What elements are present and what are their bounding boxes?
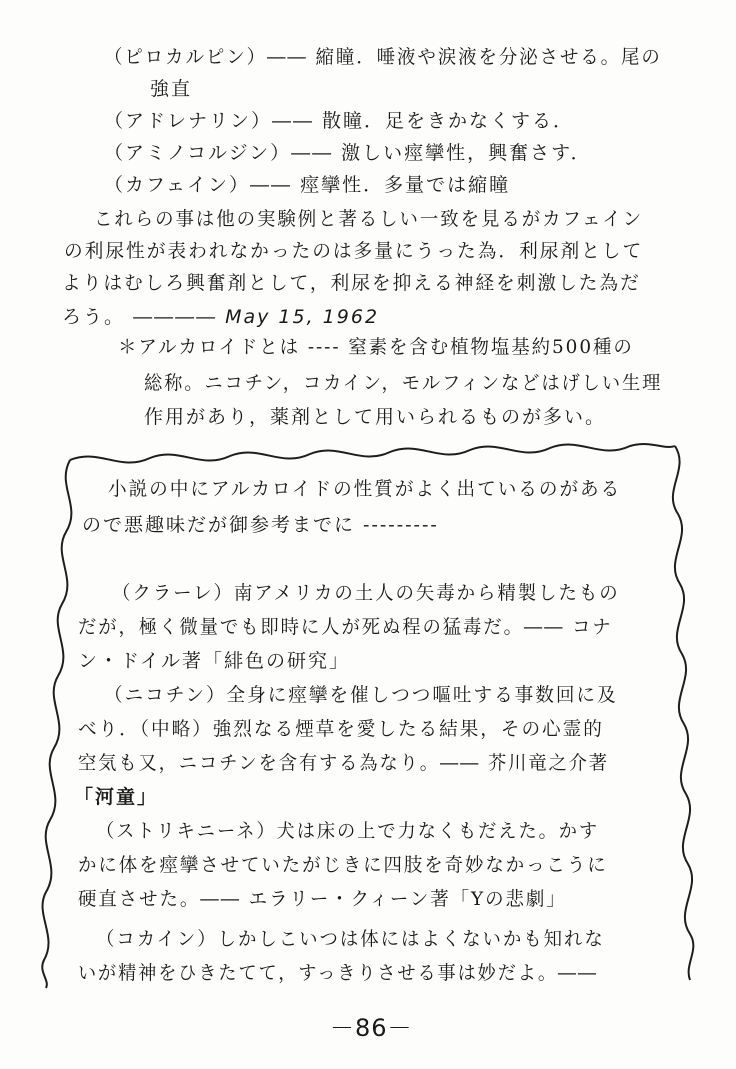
text-line: （コカイン）しかしこいつは体にはよくないかも知れな <box>96 928 605 950</box>
text-line: 総称。ニコチン，コカイン，モルフィンなどはげしい生理 <box>144 372 663 394</box>
text-line: べり．（中略）強烈なる煙草を愛したる結果，その心霊的 <box>78 718 604 740</box>
text-line: の利尿性が表われなかったのは多量にうった為．利尿剤として <box>64 240 644 262</box>
text-line: 強直 <box>150 78 193 100</box>
text-fragment: ろう。 <box>62 306 126 328</box>
text-line: 空気も又，ニコチンを含有する為なり。―― 芥川竜之介著 <box>78 752 609 774</box>
text-line: 「河童」 <box>74 786 159 808</box>
text-line: だが，極く微量でも即時に人が死ぬ程の猛毒だ。―― コナ <box>78 616 613 638</box>
text-line: ので悪趣味だが御参考までに --------- <box>82 514 439 536</box>
text-line: （アミノコルジン）―― 激しい痙攣性，興奮さす． <box>104 142 592 164</box>
text-line: よりはむしろ興奮剤として，利尿を抑える神経を刺激した為だ <box>62 272 641 294</box>
text-line: これらの事は他の実験例と著るしい一致を見るがカフェイン <box>94 208 644 230</box>
dash: ―――― <box>133 306 218 328</box>
text-line: 硬直させた。―― エラリー・クィーン著「Yの悲劇」 <box>78 888 567 910</box>
date-signature: May 15, 1962 <box>225 306 380 328</box>
text-line: ン・ドイル著「緋色の研究」 <box>78 650 351 672</box>
text-line: （ピロカルピン）―― 縮瞳．唾液や涙液を分泌させる。尾の <box>104 46 662 68</box>
text-line: （カフェイン）―― 痙攣性．多量では縮瞳 <box>104 174 511 196</box>
text-line: （ストリキニーネ）犬は床の上で力なくもだえた。かす <box>96 820 600 842</box>
text-line: 小説の中にアルカロイドの性質がよく出ているのがある <box>108 478 622 500</box>
text-line: 作用があり，薬剤として用いられるものが多い。 <box>144 406 607 428</box>
text-line: かに体を痙攣させていたがじきに四肢を奇妙なかっこうに <box>78 854 608 876</box>
text-line: いが精神をひきたてて，すっきりさせる事は妙だよ。―― <box>78 962 598 984</box>
text-line: （クラーレ）南アメリカの土人の矢毒から精製したもの <box>112 582 620 604</box>
text-line: （アドレナリン）―― 散瞳．足をきかなくする． <box>104 110 575 132</box>
page-number: －86－ <box>330 1014 413 1042</box>
text-line: （ニコチン）全身に痙攣を催しつつ嘔吐する事数回に及 <box>104 684 618 706</box>
text-line: ＊アルカロイドとは ---- 窒素を含む植物塩基約500種の <box>118 336 634 358</box>
